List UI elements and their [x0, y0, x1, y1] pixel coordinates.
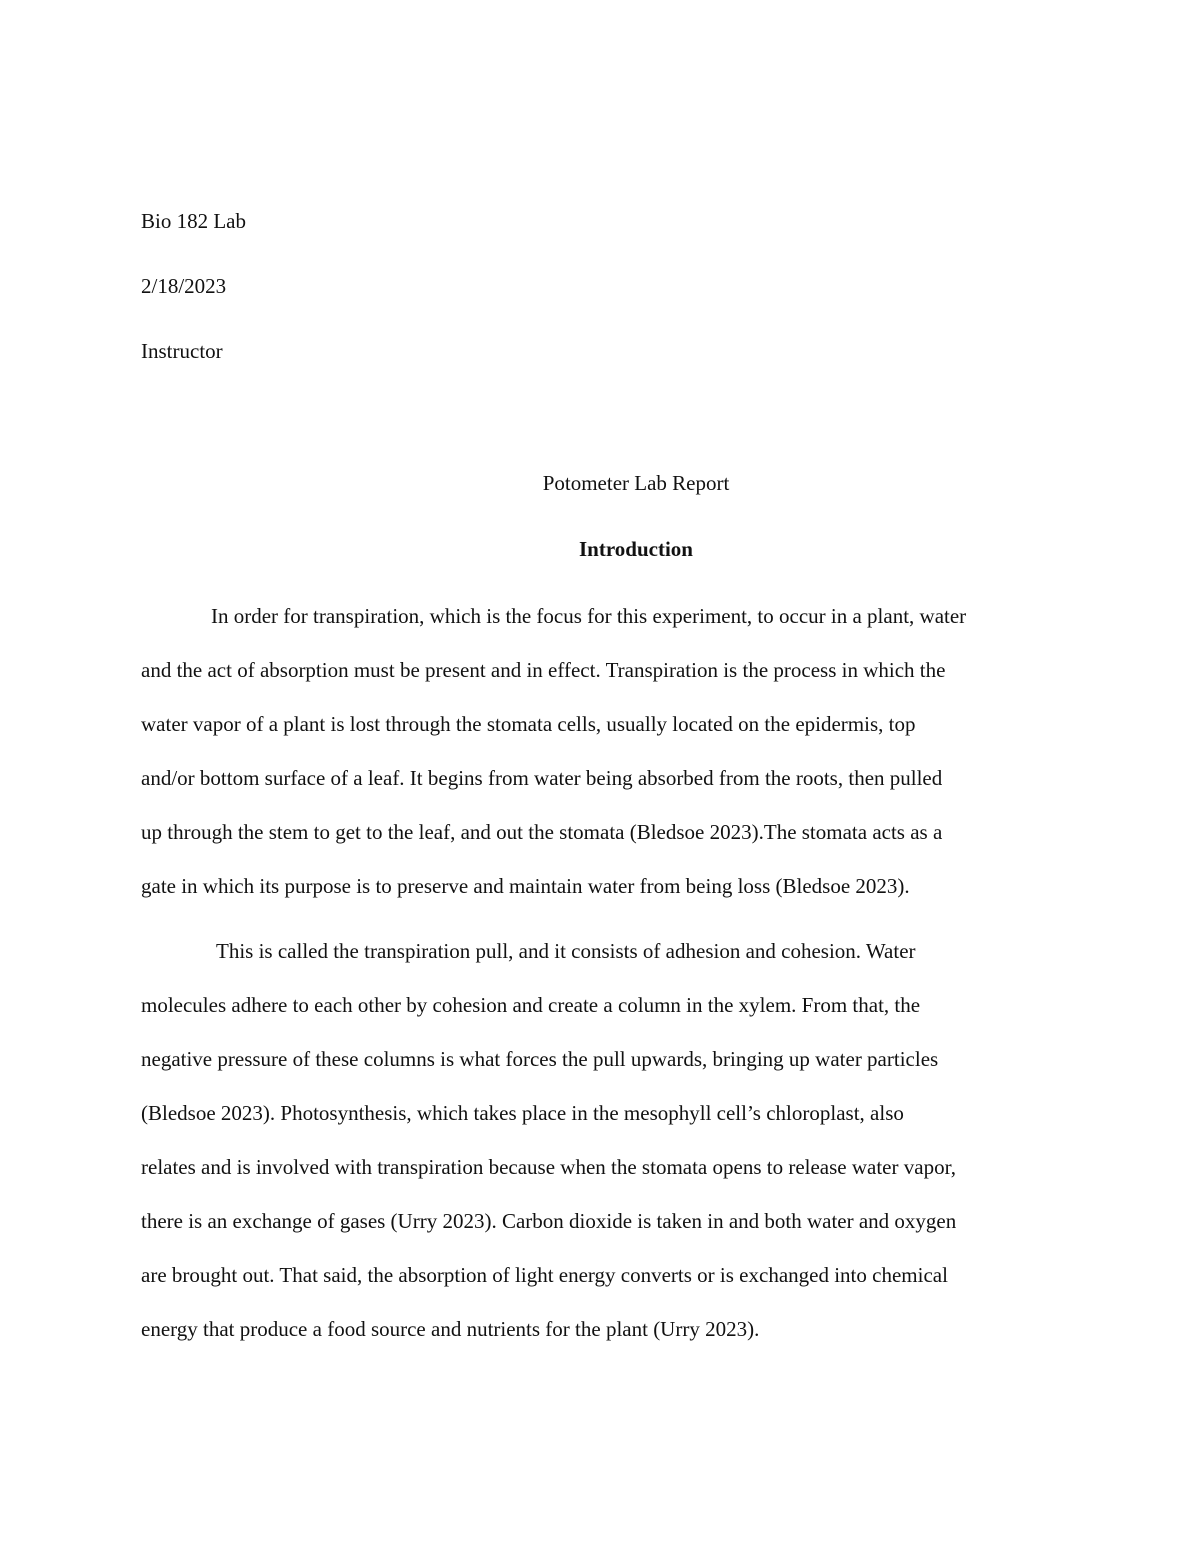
paragraph-line: are brought out. That said, the absorption of light energy converts or is exchanged into chemical: [141, 1263, 948, 1287]
report-date: 2/18/2023: [141, 274, 227, 298]
paragraph-line: and/or bottom surface of a leaf. It begins from water being absorbed from the roots, then pulled: [141, 766, 943, 790]
paragraph-line: water vapor of a plant is lost through the stomata cells, usually located on the epidermis, top: [141, 712, 916, 736]
paragraph-line: In order for transpiration, which is the focus for this experiment, to occur in a plant, water: [211, 604, 967, 628]
section-heading-introduction: Introduction: [579, 537, 693, 561]
paragraph-line: (Bledsoe 2023). Photosynthesis, which takes place in the mesophyll cell’s chloroplast, also: [141, 1101, 904, 1125]
paragraph-line: gate in which its purpose is to preserve and maintain water from being loss (Bledsoe 2023).: [141, 874, 910, 898]
paragraph-line: up through the stem to get to the leaf, and out the stomata (Bledsoe 2023).The stomata acts as a: [141, 820, 943, 844]
course-name: Bio 182 Lab: [141, 209, 246, 233]
paragraph-line: molecules adhere to each other by cohesion and create a column in the xylem. From that, the: [141, 993, 921, 1017]
paragraph-line: relates and is involved with transpiration because when the stomata opens to release water vapor,: [141, 1155, 956, 1179]
instructor-name: Instructor: [141, 339, 223, 363]
paragraph-line: energy that produce a food source and nutrients for the plant (Urry 2023).: [141, 1317, 760, 1341]
document-title: Potometer Lab Report: [542, 471, 730, 495]
paragraph-line: and the act of absorption must be present and in effect. Transpiration is the process in which the: [141, 658, 946, 682]
paragraph-line: there is an exchange of gases (Urry 2023). Carbon dioxide is taken in and both water and oxygen: [141, 1209, 957, 1233]
paragraph-2: [141, 937, 1061, 1369]
paragraph-line: negative pressure of these columns is what forces the pull upwards, bringing up water particles: [141, 1047, 939, 1071]
paragraph-line: This is called the transpiration pull, and it consists of adhesion and cohesion. Water: [216, 939, 916, 963]
paragraph-1: [141, 602, 1061, 926]
